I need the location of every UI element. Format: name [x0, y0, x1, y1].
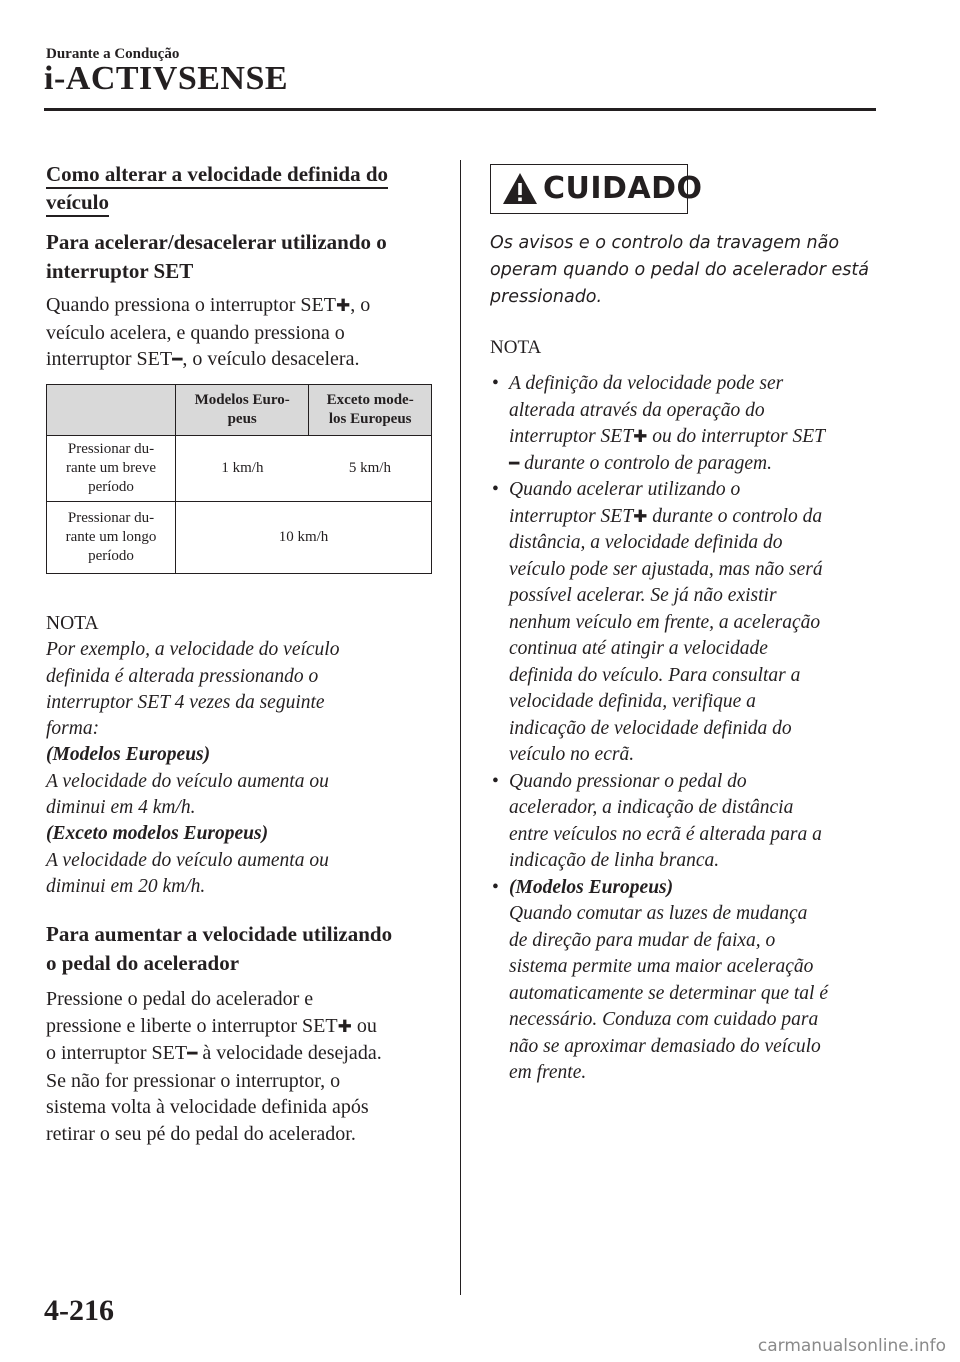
- table-cell: 10 km/h: [176, 502, 432, 574]
- text: , o veículo desacelera.: [182, 348, 360, 370]
- table-header-row: [47, 385, 432, 436]
- text-line: Quando pressionar o pedal do: [509, 770, 747, 792]
- text-line: continua até atingir a velocidade: [509, 638, 768, 659]
- text-line: indicação de linha branca.: [509, 850, 720, 871]
- subheading-accelerate-decelerate: [46, 228, 446, 286]
- caution-text: [490, 230, 890, 311]
- header-rule: [44, 108, 876, 111]
- text-line: velocidade definida, verifique a: [509, 691, 756, 712]
- minus-icon: ━: [172, 350, 183, 370]
- text-line: retirar o seu pé do pedal do acelerador.: [46, 1122, 356, 1145]
- minus-icon: ━: [509, 453, 520, 474]
- text-line: indicação de velocidade definida do: [509, 717, 792, 739]
- table-row-label: [47, 436, 176, 502]
- bullet-icon: •: [492, 770, 499, 792]
- header-text: Exceto mode- los Europeus: [326, 392, 414, 427]
- list-item: [490, 371, 890, 477]
- text-line: de direção para mudar de faixa, o: [509, 929, 776, 951]
- minus-icon: ━: [187, 1044, 198, 1064]
- text-line: entre veículos no ecrã é alterada para a: [509, 823, 822, 845]
- list-item: [490, 477, 890, 769]
- table-cell: 5 km/h: [309, 436, 432, 502]
- caution-line: operam quando o pedal do acelerador está: [490, 260, 869, 280]
- caution-line: Os avisos e o controlo da travagem não: [490, 233, 840, 253]
- text-line: acelerador, a indicação de distância: [509, 797, 794, 818]
- text-line: definida do veículo. Para consultar a: [509, 664, 801, 686]
- chapter-title: i-ACTIVSENSE: [44, 60, 289, 97]
- text-line: A definição da velocidade pode ser: [509, 373, 784, 394]
- note-title: NOTA: [46, 613, 99, 634]
- watermark: carmanualsonline.info: [757, 1336, 946, 1356]
- note-line: diminui em 20 km/h.: [46, 875, 206, 897]
- accelerator-paragraph: [46, 986, 451, 1147]
- plus-icon: ✚: [335, 296, 351, 316]
- text-line: não se aproximar demasiado do veículo: [509, 1035, 821, 1057]
- list-item: [490, 769, 890, 875]
- column-divider: [460, 160, 461, 1295]
- table-header-empty: [47, 385, 176, 436]
- text-line: automaticamente se determinar que tal é: [509, 982, 828, 1004]
- text-line: nenhum veículo em frente, a aceleração: [509, 611, 821, 633]
- header-text: Modelos Euro- peus: [194, 392, 290, 427]
- note-non-european-label: (Exceto modelos Europeus): [46, 823, 269, 845]
- note-line: A velocidade do veículo aumenta ou: [46, 770, 329, 792]
- table-header-non-european: [309, 385, 432, 436]
- note-line: definida é alterada pressionando o: [46, 665, 319, 687]
- text: pressione e liberte o interruptor SET: [46, 1014, 338, 1037]
- bullet-icon: •: [492, 479, 499, 500]
- text-line: possível acelerar. Se já não existir: [509, 585, 777, 606]
- european-label: (Modelos Europeus): [509, 876, 674, 898]
- section-heading-line-1: Como alterar a velocidade definida do: [46, 162, 388, 189]
- subheading-line-2: o pedal do acelerador: [46, 951, 240, 975]
- text-line: sistema permite uma maior aceleração: [509, 956, 814, 977]
- note-block: [46, 611, 446, 900]
- section-heading-line-2: veículo: [46, 190, 109, 217]
- warning-icon: [501, 171, 539, 207]
- text-line: veículo no ecrã.: [509, 744, 635, 765]
- caution-label: CUIDADO: [543, 171, 703, 206]
- text-line: Quando comutar as luzes de mudança: [509, 903, 808, 924]
- text-line: Quando acelerar utilizando o: [509, 479, 741, 500]
- text-line: veículo acelera, e quando pressiona o: [46, 321, 345, 344]
- subheading-accelerator-pedal: [46, 920, 446, 978]
- plus-icon: ✚: [337, 1016, 352, 1037]
- text: durante o controlo de paragem.: [519, 452, 772, 474]
- text-line: sistema volta à velocidade definida após: [46, 1096, 369, 1118]
- subheading-line-1: Para aumentar a velocidade utilizando: [46, 922, 393, 946]
- table-cell: 1 km/h: [176, 436, 309, 502]
- subheading-line-1: Para acelerar/desacelerar utilizando o: [46, 230, 387, 254]
- plus-icon: ✚: [633, 506, 648, 527]
- cell-text: Pressionar du- rante um longo período: [65, 510, 157, 564]
- text: Quando pressiona o interruptor SET: [46, 294, 336, 316]
- table-row: [47, 502, 432, 574]
- note-line: interruptor SET 4 vezes da seguinte: [46, 691, 325, 713]
- text: interruptor SET: [509, 505, 634, 527]
- caution-line: pressionado.: [490, 287, 603, 307]
- text-line: alterada através da operação do: [509, 399, 765, 421]
- text-line: Pressione o pedal do acelerador e: [46, 988, 314, 1010]
- set-switch-paragraph: [46, 292, 451, 374]
- text-line: em frente.: [509, 1062, 587, 1083]
- subheading-line-2: interruptor SET: [46, 259, 194, 283]
- text-line: Se não for pressionar o interruptor, o: [46, 1069, 341, 1092]
- bullet-icon: •: [492, 876, 499, 898]
- speed-increment-table: [46, 384, 432, 574]
- caution-box: [490, 164, 703, 214]
- plus-icon: ✚: [633, 427, 648, 447]
- section-heading: [46, 160, 388, 216]
- note-line: A velocidade do veículo aumenta ou: [46, 849, 329, 871]
- text: , o: [350, 294, 371, 316]
- note-line: diminui em 4 km/h.: [46, 797, 196, 819]
- text: ou: [351, 1014, 377, 1037]
- text-line: necessário. Conduza com cuidado para: [509, 1009, 819, 1030]
- text: interruptor SET: [46, 348, 173, 370]
- cell-text: Pressionar du- rante um breve período: [66, 441, 156, 495]
- note-line: Por exemplo, a velocidade do veículo: [46, 639, 340, 661]
- text-line: distância, a velocidade definida do: [509, 532, 783, 553]
- section-label: Durante a Condução: [46, 46, 180, 62]
- note-bullets: [490, 371, 890, 1087]
- page-number: 4-216: [44, 1294, 114, 1327]
- list-item: [490, 875, 890, 1087]
- text: ou do interruptor SET: [647, 426, 825, 447]
- bullet-icon: •: [492, 373, 499, 394]
- table-header-european: [176, 385, 309, 436]
- note-title-right: NOTA: [490, 337, 542, 358]
- table-row: [47, 436, 432, 502]
- note-european-label: (Modelos Europeus): [46, 744, 211, 766]
- text: à velocidade desejada.: [197, 1042, 382, 1064]
- text: interruptor SET: [509, 426, 634, 447]
- text-line: veículo pode ser ajustada, mas não será: [509, 558, 823, 580]
- note-line: forma:: [46, 718, 100, 740]
- table-row-label: [47, 502, 176, 574]
- text: durante o controlo da: [647, 505, 823, 527]
- text: o interruptor SET: [46, 1042, 188, 1064]
